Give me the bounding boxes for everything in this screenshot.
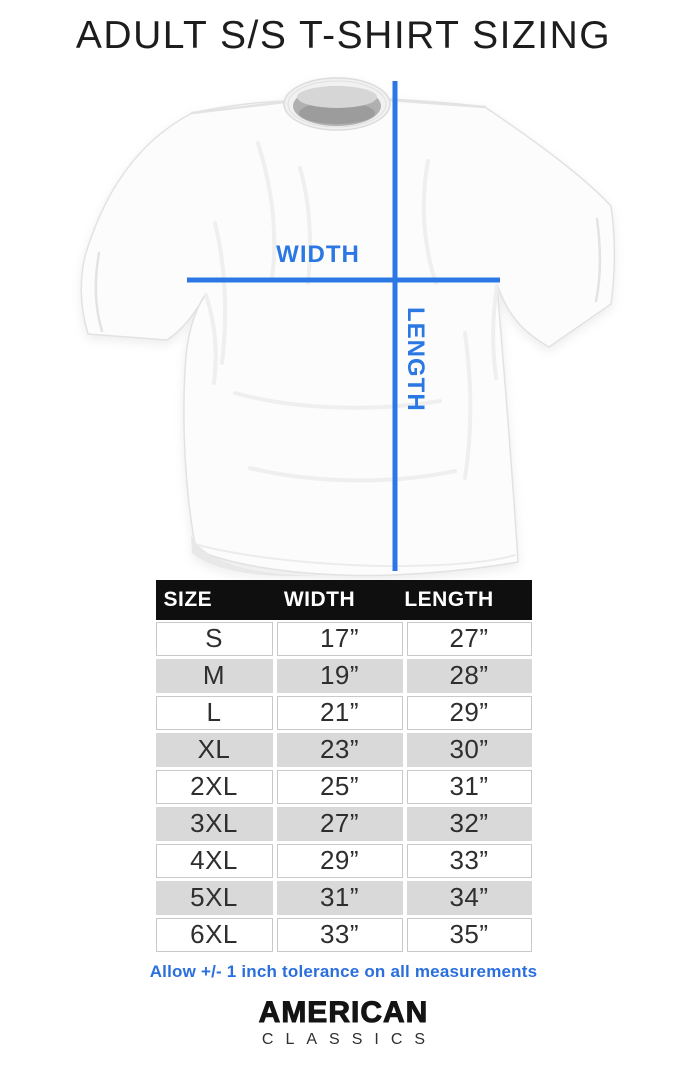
size-cell: 3XL <box>156 807 273 841</box>
length-cell: 29” <box>407 696 532 730</box>
size-cell: S <box>156 622 273 656</box>
length-label: LENGTH <box>402 306 429 412</box>
size-cell: M <box>156 659 273 693</box>
length-cell: 34” <box>407 881 532 915</box>
header-cell-length: LENGTH <box>404 587 494 611</box>
width-cell: 33” <box>277 918 403 952</box>
tshirt-body <box>81 85 614 575</box>
header-cell-size: SIZE <box>163 587 213 611</box>
table-row <box>156 807 532 841</box>
table-row <box>156 622 532 656</box>
tolerance-note: Allow +/- 1 inch tolerance on all measurements <box>149 961 538 981</box>
width-measure-line <box>187 277 500 282</box>
brand-subname: CLASSICS <box>261 1030 438 1048</box>
size-chart-body <box>156 622 532 952</box>
width-cell: 25” <box>277 770 403 804</box>
width-cell: 21” <box>277 696 403 730</box>
width-label: WIDTH <box>276 240 360 268</box>
width-cell: 23” <box>277 733 403 767</box>
length-cell: 33” <box>407 844 532 878</box>
size-cell: 2XL <box>156 770 273 804</box>
width-cell: 29” <box>277 844 403 878</box>
table-row <box>156 844 532 878</box>
size-cell: L <box>156 696 273 730</box>
table-row <box>156 659 532 693</box>
header-cell-width: WIDTH <box>283 587 356 611</box>
size-cell: 6XL <box>156 918 273 952</box>
page-title: ADULT S/S T-SHIRT SIZING <box>75 14 612 57</box>
width-cell: 27” <box>277 807 403 841</box>
size-cell: XL <box>156 733 273 767</box>
width-cell: 31” <box>277 881 403 915</box>
table-row <box>156 696 532 730</box>
size-cell: 5XL <box>156 881 273 915</box>
length-measure-line <box>393 81 398 571</box>
brand-logo <box>0 995 687 1049</box>
table-row <box>156 733 532 767</box>
length-cell: 32” <box>407 807 532 841</box>
brand-name: AMERICAN <box>258 995 429 1029</box>
tshirt-illustration <box>0 73 687 580</box>
collar <box>284 78 390 130</box>
length-cell: 28” <box>407 659 532 693</box>
length-cell: 30” <box>407 733 532 767</box>
width-cell: 19” <box>277 659 403 693</box>
table-row <box>156 918 532 952</box>
size-cell: 4XL <box>156 844 273 878</box>
tshirt-diagram <box>0 73 687 580</box>
table-row <box>156 770 532 804</box>
length-cell: 31” <box>407 770 532 804</box>
length-cell: 27” <box>407 622 532 656</box>
table-row <box>156 881 532 915</box>
width-cell: 17” <box>277 622 403 656</box>
length-cell: 35” <box>407 918 532 952</box>
size-chart-table <box>156 580 532 952</box>
size-chart-header <box>156 580 532 620</box>
